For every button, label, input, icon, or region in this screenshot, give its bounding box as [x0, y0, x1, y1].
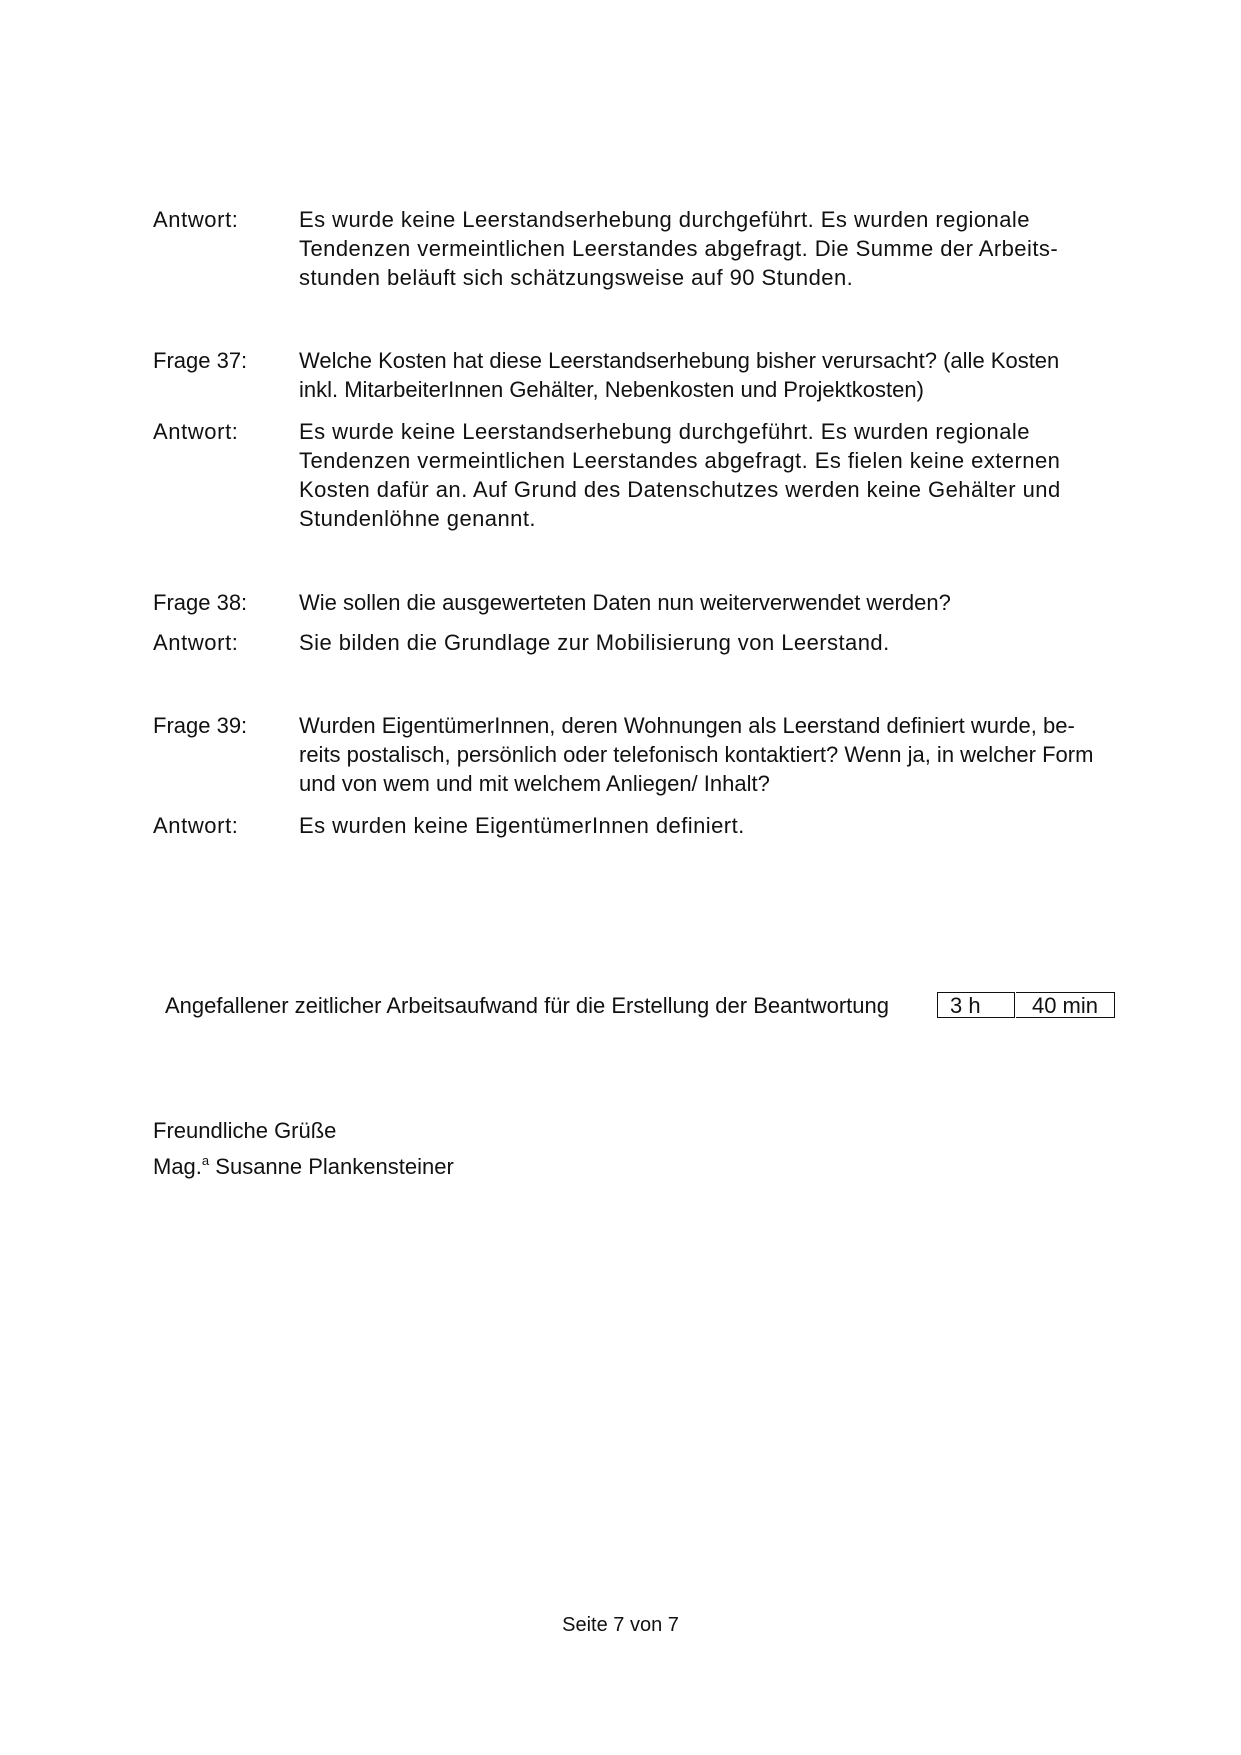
effort-label: Angefallener zeitlicher Arbeitsaufwand für die Erstellung der Beantwortung	[165, 993, 889, 1018]
question-text	[299, 588, 1144, 617]
question-text	[299, 711, 1144, 798]
text-line: Es wurde keine Leerstandserhebung durchgeführt. Es wurden regionale	[299, 419, 1030, 444]
signature-name	[153, 1146, 454, 1182]
text-line: Wie sollen die ausgewerteten Daten nun weiterverwendet werden?	[299, 590, 951, 615]
question-label: Frage 37:	[153, 348, 248, 373]
text-line: Es wurden keine EigentümerInnen definiert.	[299, 813, 745, 838]
text-line: inkl. MitarbeiterInnen Gehälter, Nebenkosten und Projektkosten)	[299, 377, 924, 402]
answer-label: Antwort:	[153, 419, 239, 444]
text-line: Tendenzen vermeintlichen Leerstandes abgefragt. Es fielen keine externen	[299, 448, 1061, 473]
text-line: reits postalisch, persönlich oder telefonisch kontaktiert? Wenn ja, in welcher Form	[299, 742, 1094, 767]
title-prefix: Mag.	[153, 1154, 202, 1179]
title-superscript: a	[201, 1153, 210, 1168]
closing-block	[153, 1116, 454, 1182]
page-number: Seite 7 von 7	[562, 1614, 679, 1636]
greeting: Freundliche Grüße	[153, 1118, 337, 1143]
text-line: Stundenlöhne genannt.	[299, 506, 536, 531]
answer-text	[299, 205, 1144, 292]
answer-text	[299, 811, 1144, 840]
effort-minutes-cell: 40 min	[1016, 992, 1115, 1018]
answer-label: Antwort:	[153, 813, 239, 838]
text-line: Welche Kosten hat diese Leerstandserhebung bisher verursacht? (alle Kosten	[299, 348, 1060, 373]
answer-text	[299, 417, 1144, 533]
question-text	[299, 346, 1144, 404]
text-line: stunden beläuft sich schätzungsweise auf 90 Stunden.	[299, 265, 854, 290]
question-label: Frage 39:	[153, 713, 248, 738]
answer-label: Antwort:	[153, 630, 239, 655]
text-line: Sie bilden die Grundlage zur Mobilisierung von Leerstand.	[299, 630, 890, 655]
effort-hours-cell: 3 h	[937, 992, 1015, 1018]
text-line: Es wurde keine Leerstandserhebung durchgeführt. Es wurden regionale	[299, 207, 1030, 232]
answer-label: Antwort:	[153, 207, 239, 232]
text-line: Kosten dafür an. Auf Grund des Datenschutzes werden keine Gehälter und	[299, 477, 1061, 502]
text-line: Tendenzen vermeintlichen Leerstandes abgefragt. Die Summe der Arbeits-	[299, 236, 1059, 261]
answer-text	[299, 628, 1144, 657]
text-line: Wurden EigentümerInnen, deren Wohnungen als Leerstand definiert wurde, be-	[299, 713, 1075, 738]
question-label: Frage 38:	[153, 590, 248, 615]
text-line: und von wem und mit welchem Anliegen/ Inhalt?	[299, 771, 770, 796]
signer-name: Susanne Plankensteiner	[215, 1154, 454, 1179]
